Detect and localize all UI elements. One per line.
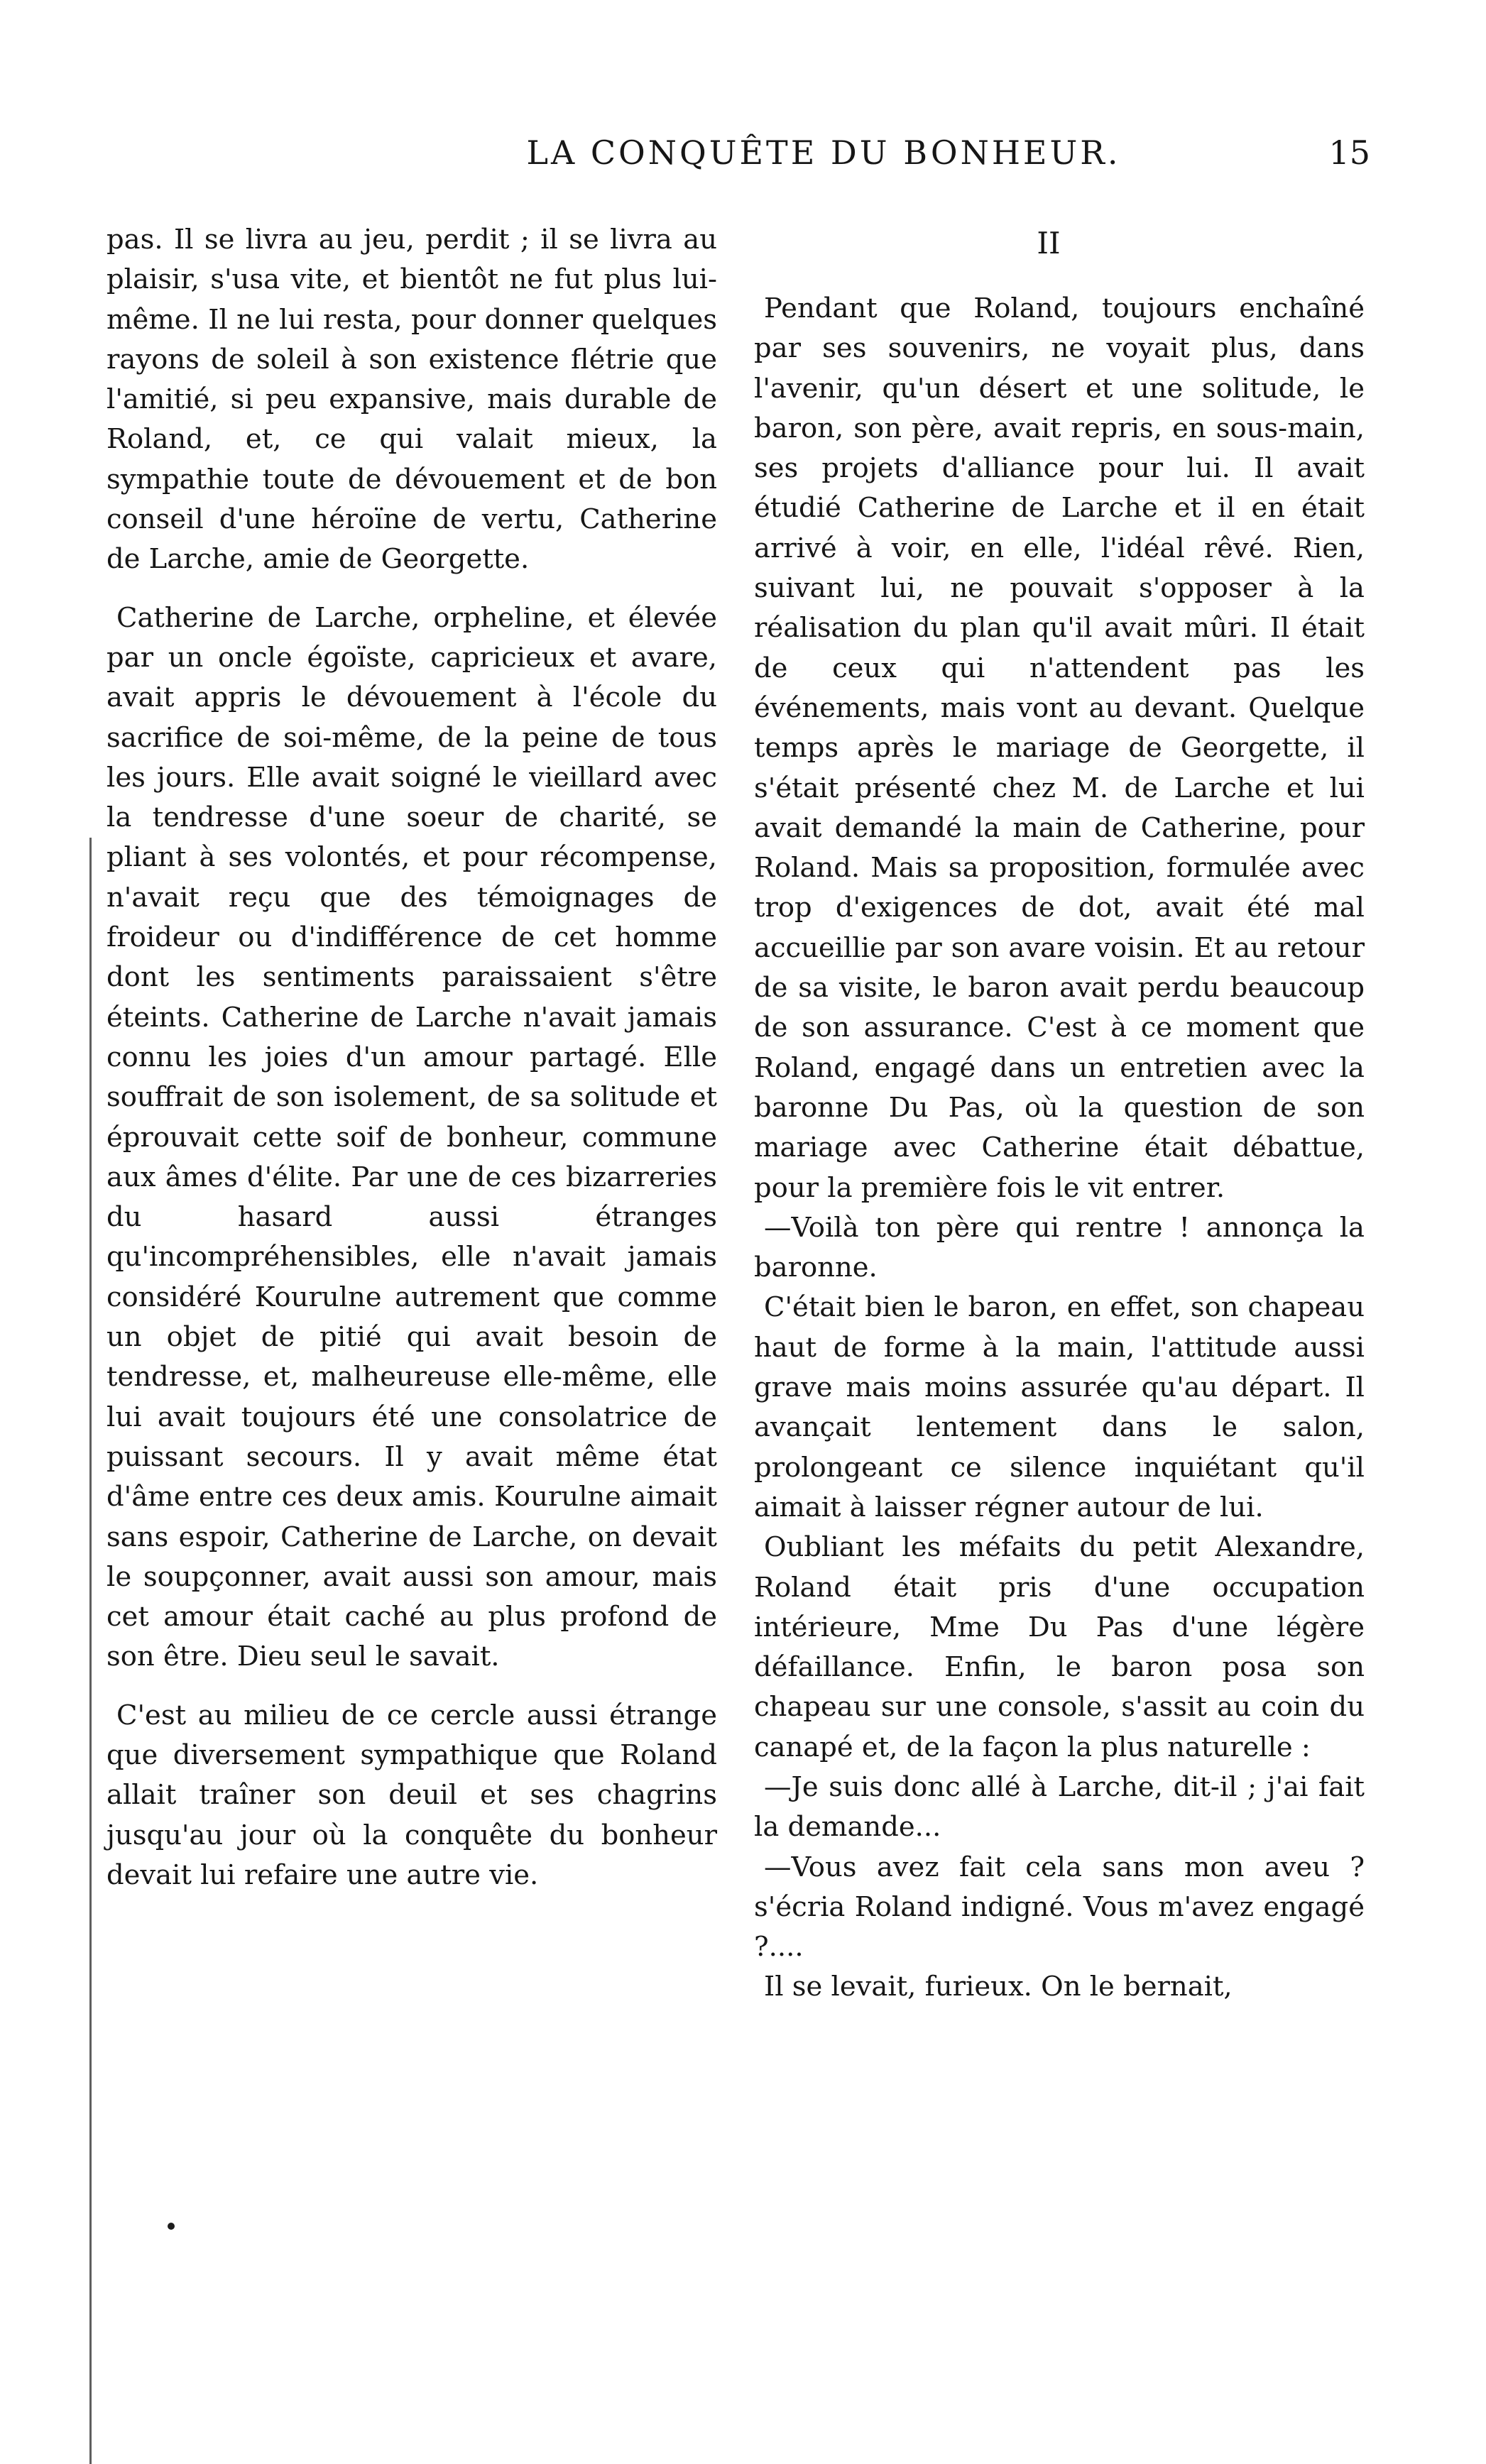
paragraph: —Voilà ton père qui rentre ! annonça la baronne. <box>754 1211 1365 1284</box>
paragraph: Catherine de Larche, orpheline, et élevée par un oncle égoïste, capricieux et avare, avait appris le dévouement à l'école du sacrifice de soi-même, de la peine de tous les jours. Elle avait soigné le vieillard avec la tendresse d'une soeur de charité, se pliant à ses volontés, et pour récompense, n'avait reçu que des témoignages de froideur ou d'indifférence de cet homme dont les sentiments paraissaient s'être éteints. Catherine de Larche n'avait jamais connu les joies d'un amour partagé. Elle souffrait de son isolement, de sa solitude et éprouvait cette soif de bonheur, commune aux âmes d'élite. Par une de ces bizarreries du hasard aussi étranges qu'incompréhensibles, elle n'avait jamais considéré Kourulne autrement que comme un objet de pitié qui avait besoin de tendresse, et, malheureuse elle-même, elle lui avait toujours été une consolatrice de puissant secours. Il y avait même état d'âme entre ces deux amis. Kourulne aimait sans espoir, Catherine de Larche, on devait le soupçonner, avait aussi son amour, mais cet amour était caché au plus profond de son être. Dieu seul le savait. <box>106 601 717 1673</box>
paragraph: Pendant que Roland, toujours enchaîné par ses souvenirs, ne voyait plus, dans l'avenir, qu'un désert et une solitude, le baron, son père, avait repris, en sous-main, ses projets d'alliance pour lui. Il avait étudié Catherine de Larche et il en était arrivé à voir, en elle, l'idéal rêvé. Rien, suivant lui, ne pouvait s'opposer à la réalisation du plan qu'il avait mûri. Il était de ceux qui n'attendent pas les événements, mais vont au devant. Quelque temps après le mariage de Georgette, il s'était présenté chez M. de Larche et lui avait demandé la main de Catherine, pour Roland. Mais sa proposition, formulée avec trop d'exigences de dot, avait été mal accueillie par son avare voisin. Et au retour de sa visite, le baron avait perdu beaucoup de son assurance. C'est à ce moment que Roland, engagé dans un entretien avec la baronne Du Pas, où la question de son mariage avec Catherine était débattue, pour la première fois le vit entrer. <box>754 292 1365 1204</box>
page-edge-rule <box>89 838 92 2464</box>
section-number: II <box>1037 226 1061 261</box>
page-number: 15 <box>1328 133 1370 172</box>
paragraph: —Vous avez fait cela sans mon aveu ? s'écria Roland indigné. Vous m'avez engagé ?.... <box>754 1851 1365 1964</box>
paragraph: pas. Il se livra au jeu, perdit ; il se livra au plaisir, s'usa vite, et bientôt ne fut plus lui-même. Il ne lui resta, pour donner quelques rayons de soleil à son existence flétrie que l'amitié, si peu expansive, mais durable de Roland, et, ce qui valait mieux, la sympathie toute de dévouement et de bon conseil d'une héroïne de vertu, Catherine de Larche, amie de Georgette. <box>106 224 717 576</box>
running-title: LA CONQUÊTE DU BONHEUR. <box>526 133 1121 172</box>
ink-speck <box>168 2223 175 2230</box>
paragraph: C'était bien le baron, en effet, son chapeau haut de forme à la main, l'attitude aussi grave mais moins assurée qu'au départ. Il avançait lentement dans le salon, prolongeant ce silence inquiétant qu'il aimait à laisser régner autour de lui. <box>754 1291 1365 1523</box>
paragraph: C'est au milieu de ce cercle aussi étrange que diversement sympathique que Roland allait traîner son deuil et ses chagrins jusqu'au jour où la conquête du bonheur devait lui refaire une autre vie. <box>106 1699 717 1891</box>
paragraph: Oubliant les méfaits du petit Alexandre, Roland était pris d'une occupation intérieure, Mme Du Pas d'une légère défaillance. Enfin, le baron posa son chapeau sur une console, s'assit au coin du canapé et, de la façon la plus naturelle : <box>754 1531 1365 1763</box>
left-column <box>106 220 717 1895</box>
right-column <box>754 224 1365 2008</box>
page-header <box>106 133 1370 183</box>
paragraph: Il se levait, furieux. On le bernait, <box>764 1971 1233 2003</box>
paragraph: —Je suis donc allé à Larche, dit-il ; j'ai fait la demande... <box>754 1770 1365 1844</box>
